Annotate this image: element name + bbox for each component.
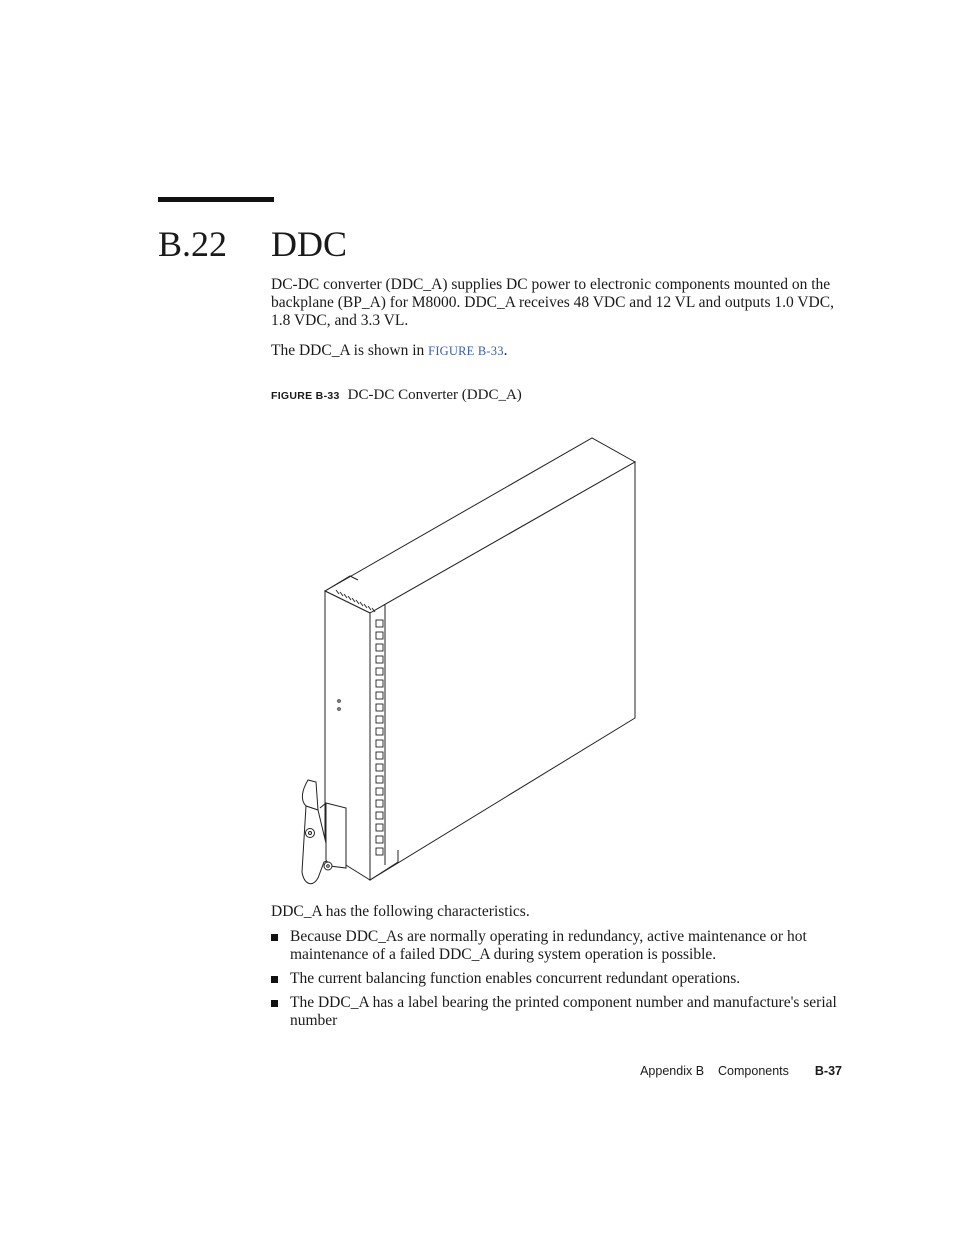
ddc-converter-illustration — [290, 430, 650, 895]
figure-caption-text: DC-DC Converter (DDC_A) — [347, 387, 522, 403]
shown-suffix: . — [503, 342, 508, 359]
bullet-icon — [271, 1000, 278, 1007]
bullet-icon — [271, 934, 278, 941]
section-title: DDC — [271, 224, 348, 264]
section-rule — [158, 197, 274, 202]
list-item-text: The DDC_A has a label bearing the printed component number and manufacture's serial number — [290, 994, 837, 1029]
list-item — [271, 994, 841, 1030]
characteristics-intro: DDC_A has the following characteristics. — [271, 903, 530, 920]
page-footer — [626, 1064, 842, 1078]
figure-reference-paragraph — [271, 342, 836, 360]
figure-caption — [271, 386, 522, 405]
section-number: B.22 — [158, 224, 228, 264]
shown-prefix: The DDC_A is shown in — [271, 342, 429, 359]
footer-chapter: Components — [718, 1064, 789, 1078]
figure-link[interactable]: FIGURE B-33 — [428, 344, 504, 358]
list-item-text: Because DDC_As are normally operating in redundancy, active maintenance or hot maintenance of a failed DDC_A during system operation is possible. — [290, 928, 807, 963]
footer-appendix: Appendix B — [640, 1064, 705, 1078]
characteristics-list — [271, 928, 841, 1036]
list-item — [271, 928, 841, 964]
intro-paragraph: DC-DC converter (DDC_A) supplies DC power to electronic components mounted on the backplane (BP_A) for M8000. DDC_A receives 48 VDC and 12 VL and outputs 1.0 VDC, 1.8 VDC, and 3.3 VL. — [271, 276, 834, 329]
list-item — [271, 970, 841, 988]
figure-label: FIGURE B-33 — [271, 390, 340, 402]
list-item-text: The current balancing function enables concurrent redundant operations. — [290, 970, 741, 987]
ddc-figure — [290, 430, 650, 900]
bullet-icon — [271, 976, 278, 983]
page-number: B-37 — [814, 1064, 842, 1078]
